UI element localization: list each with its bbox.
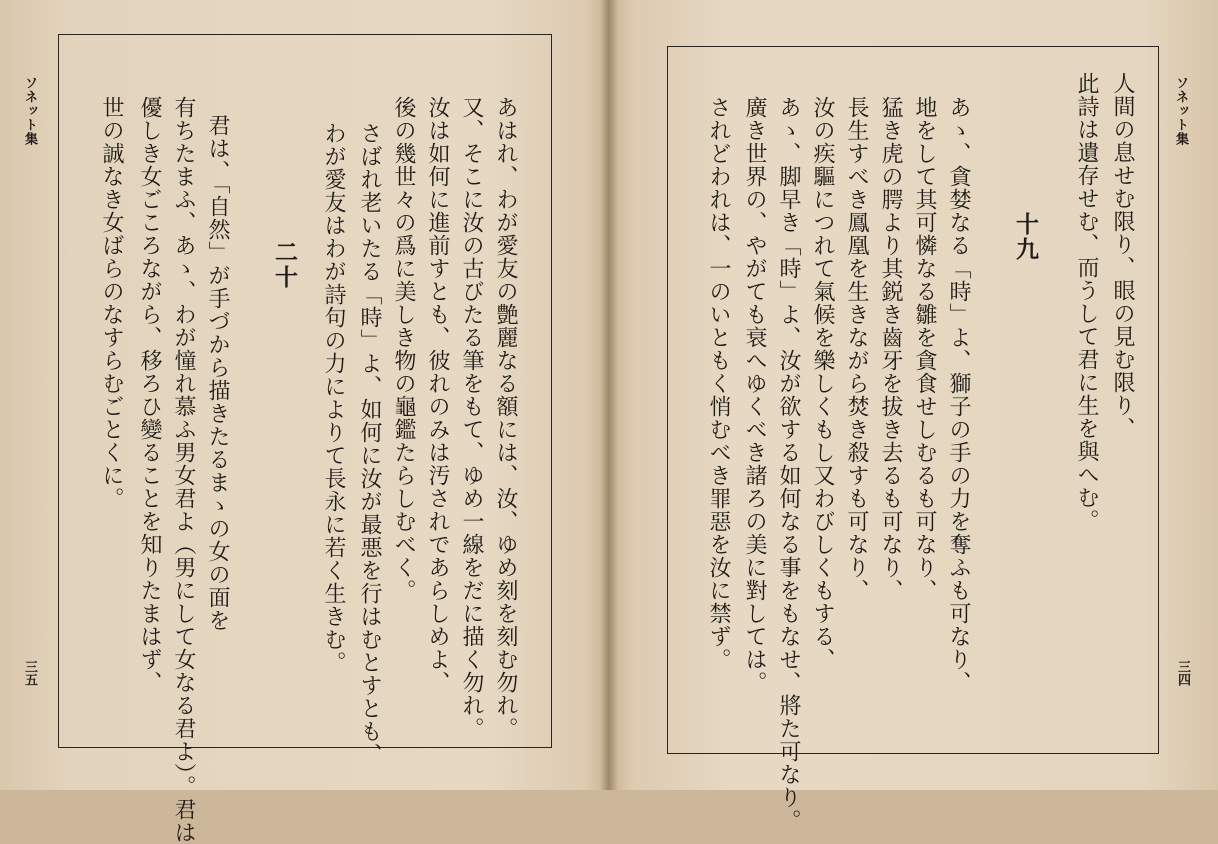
right-line-2: 地をして其可憐なる雛を貪食せしむるも可なり、 xyxy=(912,96,937,602)
right-line-4: 長生すべき鳳凰を生きながら焚き殺すも可なり、 xyxy=(844,96,869,602)
right-line-6: あゝ、脚早き「時」よ、汝が欲する如何なる事をもなせ、將た可なり。 xyxy=(776,96,801,832)
right-couplet-line-2: 此詩は遺存せむ、而うして君に生を與へむ。 xyxy=(1074,72,1099,532)
sonnet-19-heading: 十九 xyxy=(1012,212,1039,262)
left-line-9: 優しき女ごころながら、移ろひ變ることを知りたまはず、 xyxy=(137,96,162,694)
right-page xyxy=(611,0,1218,832)
sonnet-20-heading: 二十 xyxy=(271,240,298,290)
right-line-3: 猛き虎の腭より其鋭き齒牙を拔き去るも可なり、 xyxy=(878,96,903,602)
right-line-1: あゝ、貪婪なる「時」よ、獅子の手の力を奪ふも可なり、 xyxy=(946,96,971,694)
left-running-head: ソネット集 xyxy=(22,76,37,146)
left-line-5: さばれ老いたる「時」よ、如何に汝が最悪を行はむとすとも、 xyxy=(357,122,382,766)
left-line-10: 世の誠なき女ばらのなすらむごとくに。 xyxy=(99,96,124,510)
left-line-1: あはれ、わが愛友の艶麗なる額には、汝、ゆめ刻を刻む勿れ。 xyxy=(493,96,518,740)
left-line-4: 後の幾世々の爲に美しき物の龜鑑たらしむべく。 xyxy=(391,96,416,602)
right-running-head: ソネット集 xyxy=(1173,76,1188,146)
left-page xyxy=(0,0,607,844)
left-line-3: 汝は如何に進前すとも、彼れのみは汚されであらしめよ、 xyxy=(425,96,450,694)
left-page-number: 三五 xyxy=(22,660,37,686)
right-line-8: されどわれは、一のいともく悄むべき罪惡を汝に禁ず。 xyxy=(706,96,731,671)
right-line-5: 汝の疾驅につれて氣候を樂しくもし又わびしくもする、 xyxy=(810,96,835,671)
left-line-7: 君は、「自然」が手づから描きたるまゝの女の面を xyxy=(205,114,230,632)
right-couplet-line-1: 人間の息せむ限り、眼の見む限り、 xyxy=(1110,72,1135,440)
right-line-7: 廣き世界の、やがても衰へゆくべき諸ろの美に對しては。 xyxy=(742,96,767,694)
left-line-6: わが愛友はわが詩句の力によりて長永に若く生きむ。 xyxy=(321,122,346,674)
left-line-8: 有ちたまふ、あゝ、わが憧れ慕ふ男女君よ（男にして女なる君よ）。君は xyxy=(171,96,196,844)
right-page-number: 三四 xyxy=(1175,660,1190,686)
left-line-2: 又、そこに汝の古びたる筆をもて、ゆめ一線をだに描く勿れ。 xyxy=(459,96,484,740)
